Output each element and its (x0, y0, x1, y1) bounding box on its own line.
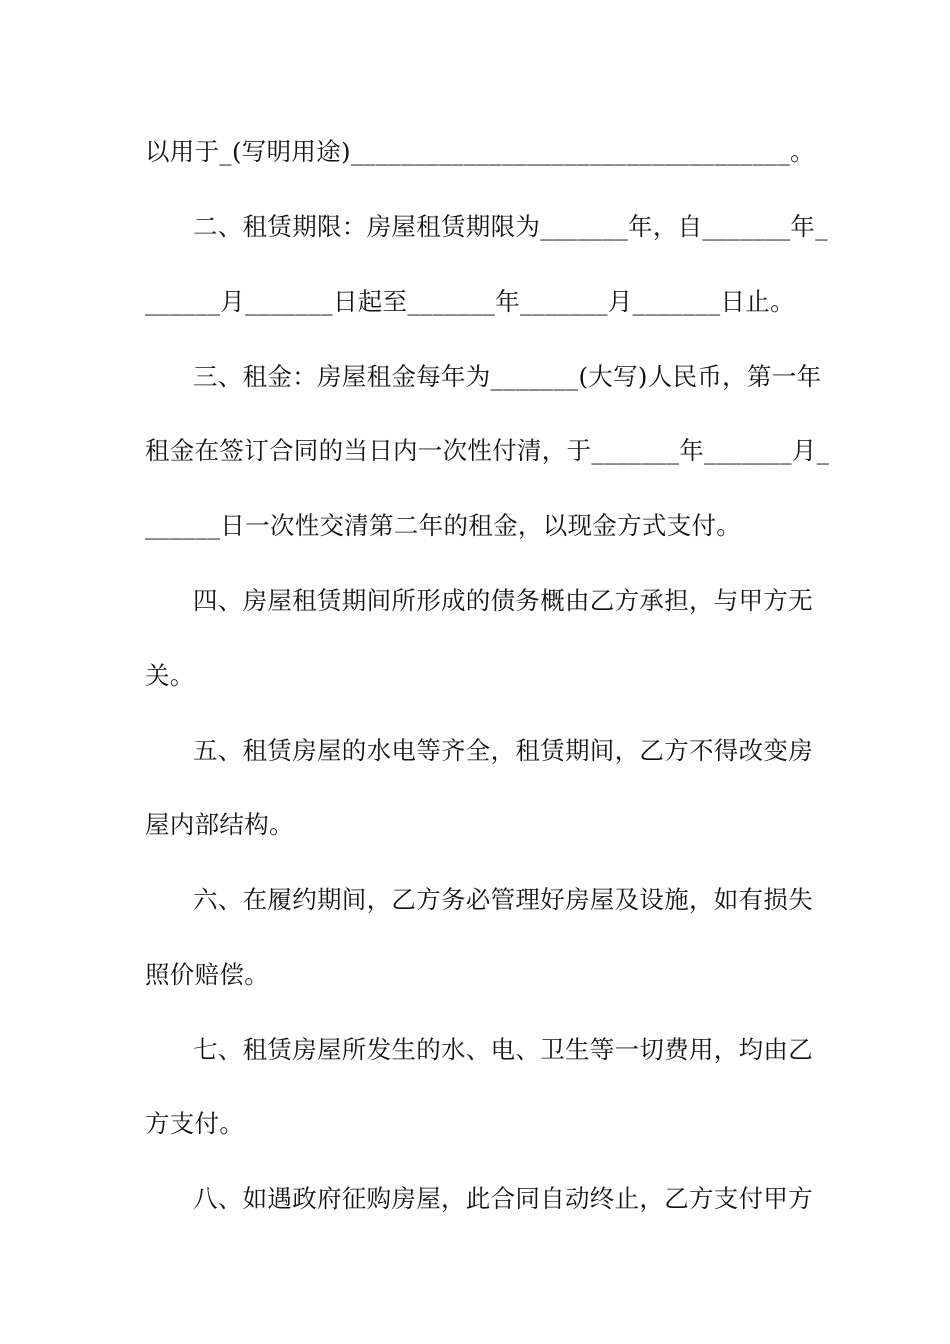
clause-two-lease-term-line-1: 二、租赁期限：房屋租赁期限为_______年，自_______年_ (193, 212, 828, 241)
clause-six-maintenance-line-2: 照价赔偿。 (145, 960, 269, 989)
clause-four-debt-line-1: 四、房屋租赁期间所形成的债务概由乙方承担，与甲方无 (193, 586, 813, 615)
clause-two-lease-term-line-2: ______月_______日起至_______年_______月_______日止。 (145, 287, 795, 316)
clause-four-debt-line-2: 关。 (145, 661, 195, 690)
clause-three-rent-line-1: 三、租金：房屋租金每年为_______(大写)人民币，第一年 (193, 362, 822, 391)
clause-six-maintenance-line-1: 六、在履约期间，乙方务必管理好房屋及设施，如有损失 (193, 885, 813, 914)
clause-five-structure-line-1: 五、租赁房屋的水电等齐全，租赁期间，乙方不得改变房 (193, 736, 813, 765)
clause-three-rent-line-3: ______日一次性交清第二年的租金，以现金方式支付。 (145, 511, 742, 540)
clause-five-structure-line-2: 屋内部结构。 (145, 810, 294, 839)
clause-one-purpose-line: 以用于_(写明用途)___________________________________。 (145, 137, 815, 166)
clause-seven-fees-line-1: 七、租赁房屋所发生的水、电、卫生等一切费用，均由乙 (193, 1035, 813, 1064)
clause-seven-fees-line-2: 方支付。 (145, 1109, 245, 1138)
clause-eight-expropriation-line-1: 八、如遇政府征购房屋，此合同自动终止，乙方支付甲方 (193, 1184, 813, 1213)
clause-three-rent-line-2: 租金在签订合同的当日内一次性付清，于_______年_______月_ (145, 436, 830, 465)
